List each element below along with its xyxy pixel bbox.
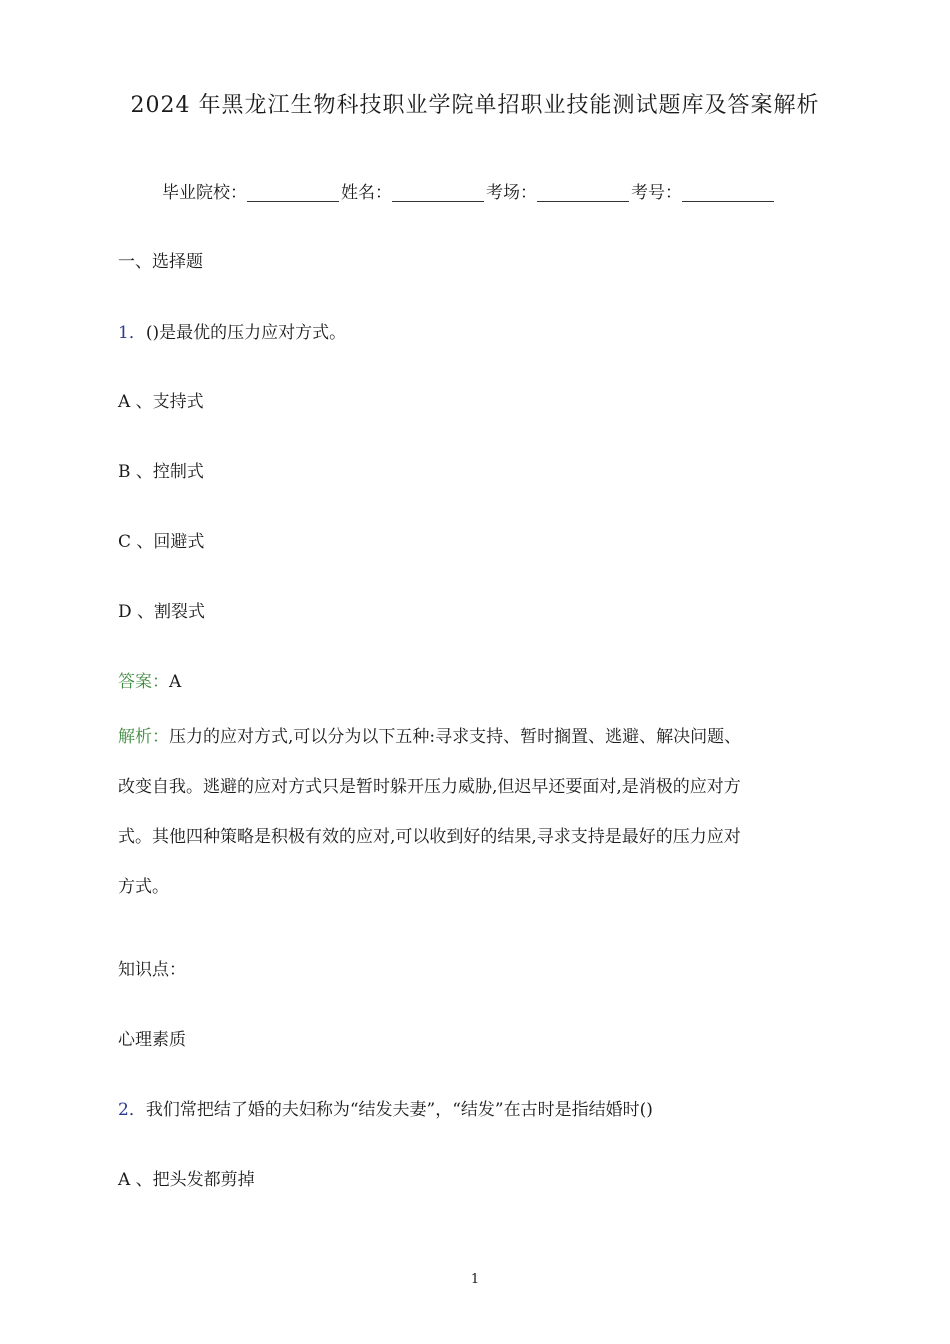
option-a: A 、把头发都剪掉 (118, 1170, 255, 1190)
option-c: C 、回避式 (118, 532, 205, 552)
question-text: 我们常把结了婚的夫妇称为“结发夫妻”，“结发”在古时是指结婚时() (145, 1100, 653, 1120)
room-blank (537, 183, 629, 202)
room-label: 考场： (486, 183, 537, 203)
option-d: D 、割裂式 (118, 602, 206, 622)
id-blank (682, 183, 774, 202)
school-blank (247, 183, 339, 202)
exam-info-line (162, 178, 776, 203)
analysis-line: 解析：压力的应对方式,可以分为以下五种:寻求支持、暂时搁置、逃避、解决问题、 (118, 727, 742, 747)
question-number: 2． (118, 1100, 146, 1120)
section-heading: 一、选择题 (118, 252, 203, 272)
knowledge-value: 心理素质 (118, 1030, 186, 1050)
answer-label: 答案： (118, 672, 169, 692)
id-label: 考号： (631, 183, 682, 203)
option-b: B 、控制式 (118, 462, 204, 482)
analysis-label: 解析： (118, 727, 169, 747)
name-blank (392, 183, 484, 202)
analysis-line: 式。其他四种策略是积极有效的应对,可以收到好的结果,寻求支持是最好的压力应对 (118, 827, 741, 847)
page-number: 1 (470, 1272, 480, 1287)
analysis-paragraph (118, 712, 832, 912)
name-label: 姓名： (341, 183, 392, 203)
answer-line (118, 667, 181, 692)
question-number: 1． (118, 323, 146, 343)
analysis-line: 方式。 (118, 877, 169, 897)
question-1 (118, 318, 346, 343)
option-a: A 、支持式 (118, 392, 204, 412)
school-label: 毕业院校： (162, 183, 247, 203)
analysis-line: 改变自我。逃避的应对方式只是暂时躲开压力威胁,但迟早还要面对,是消极的应对方 (118, 777, 741, 797)
question-2 (118, 1095, 653, 1120)
page-title: 2024 年黑龙江生物科技职业学院单招职业技能测试题库及答案解析 (130, 93, 820, 118)
answer-value: A (169, 672, 182, 692)
knowledge-label: 知识点： (118, 960, 186, 980)
question-text: ()是最优的压力应对方式。 (145, 323, 347, 343)
